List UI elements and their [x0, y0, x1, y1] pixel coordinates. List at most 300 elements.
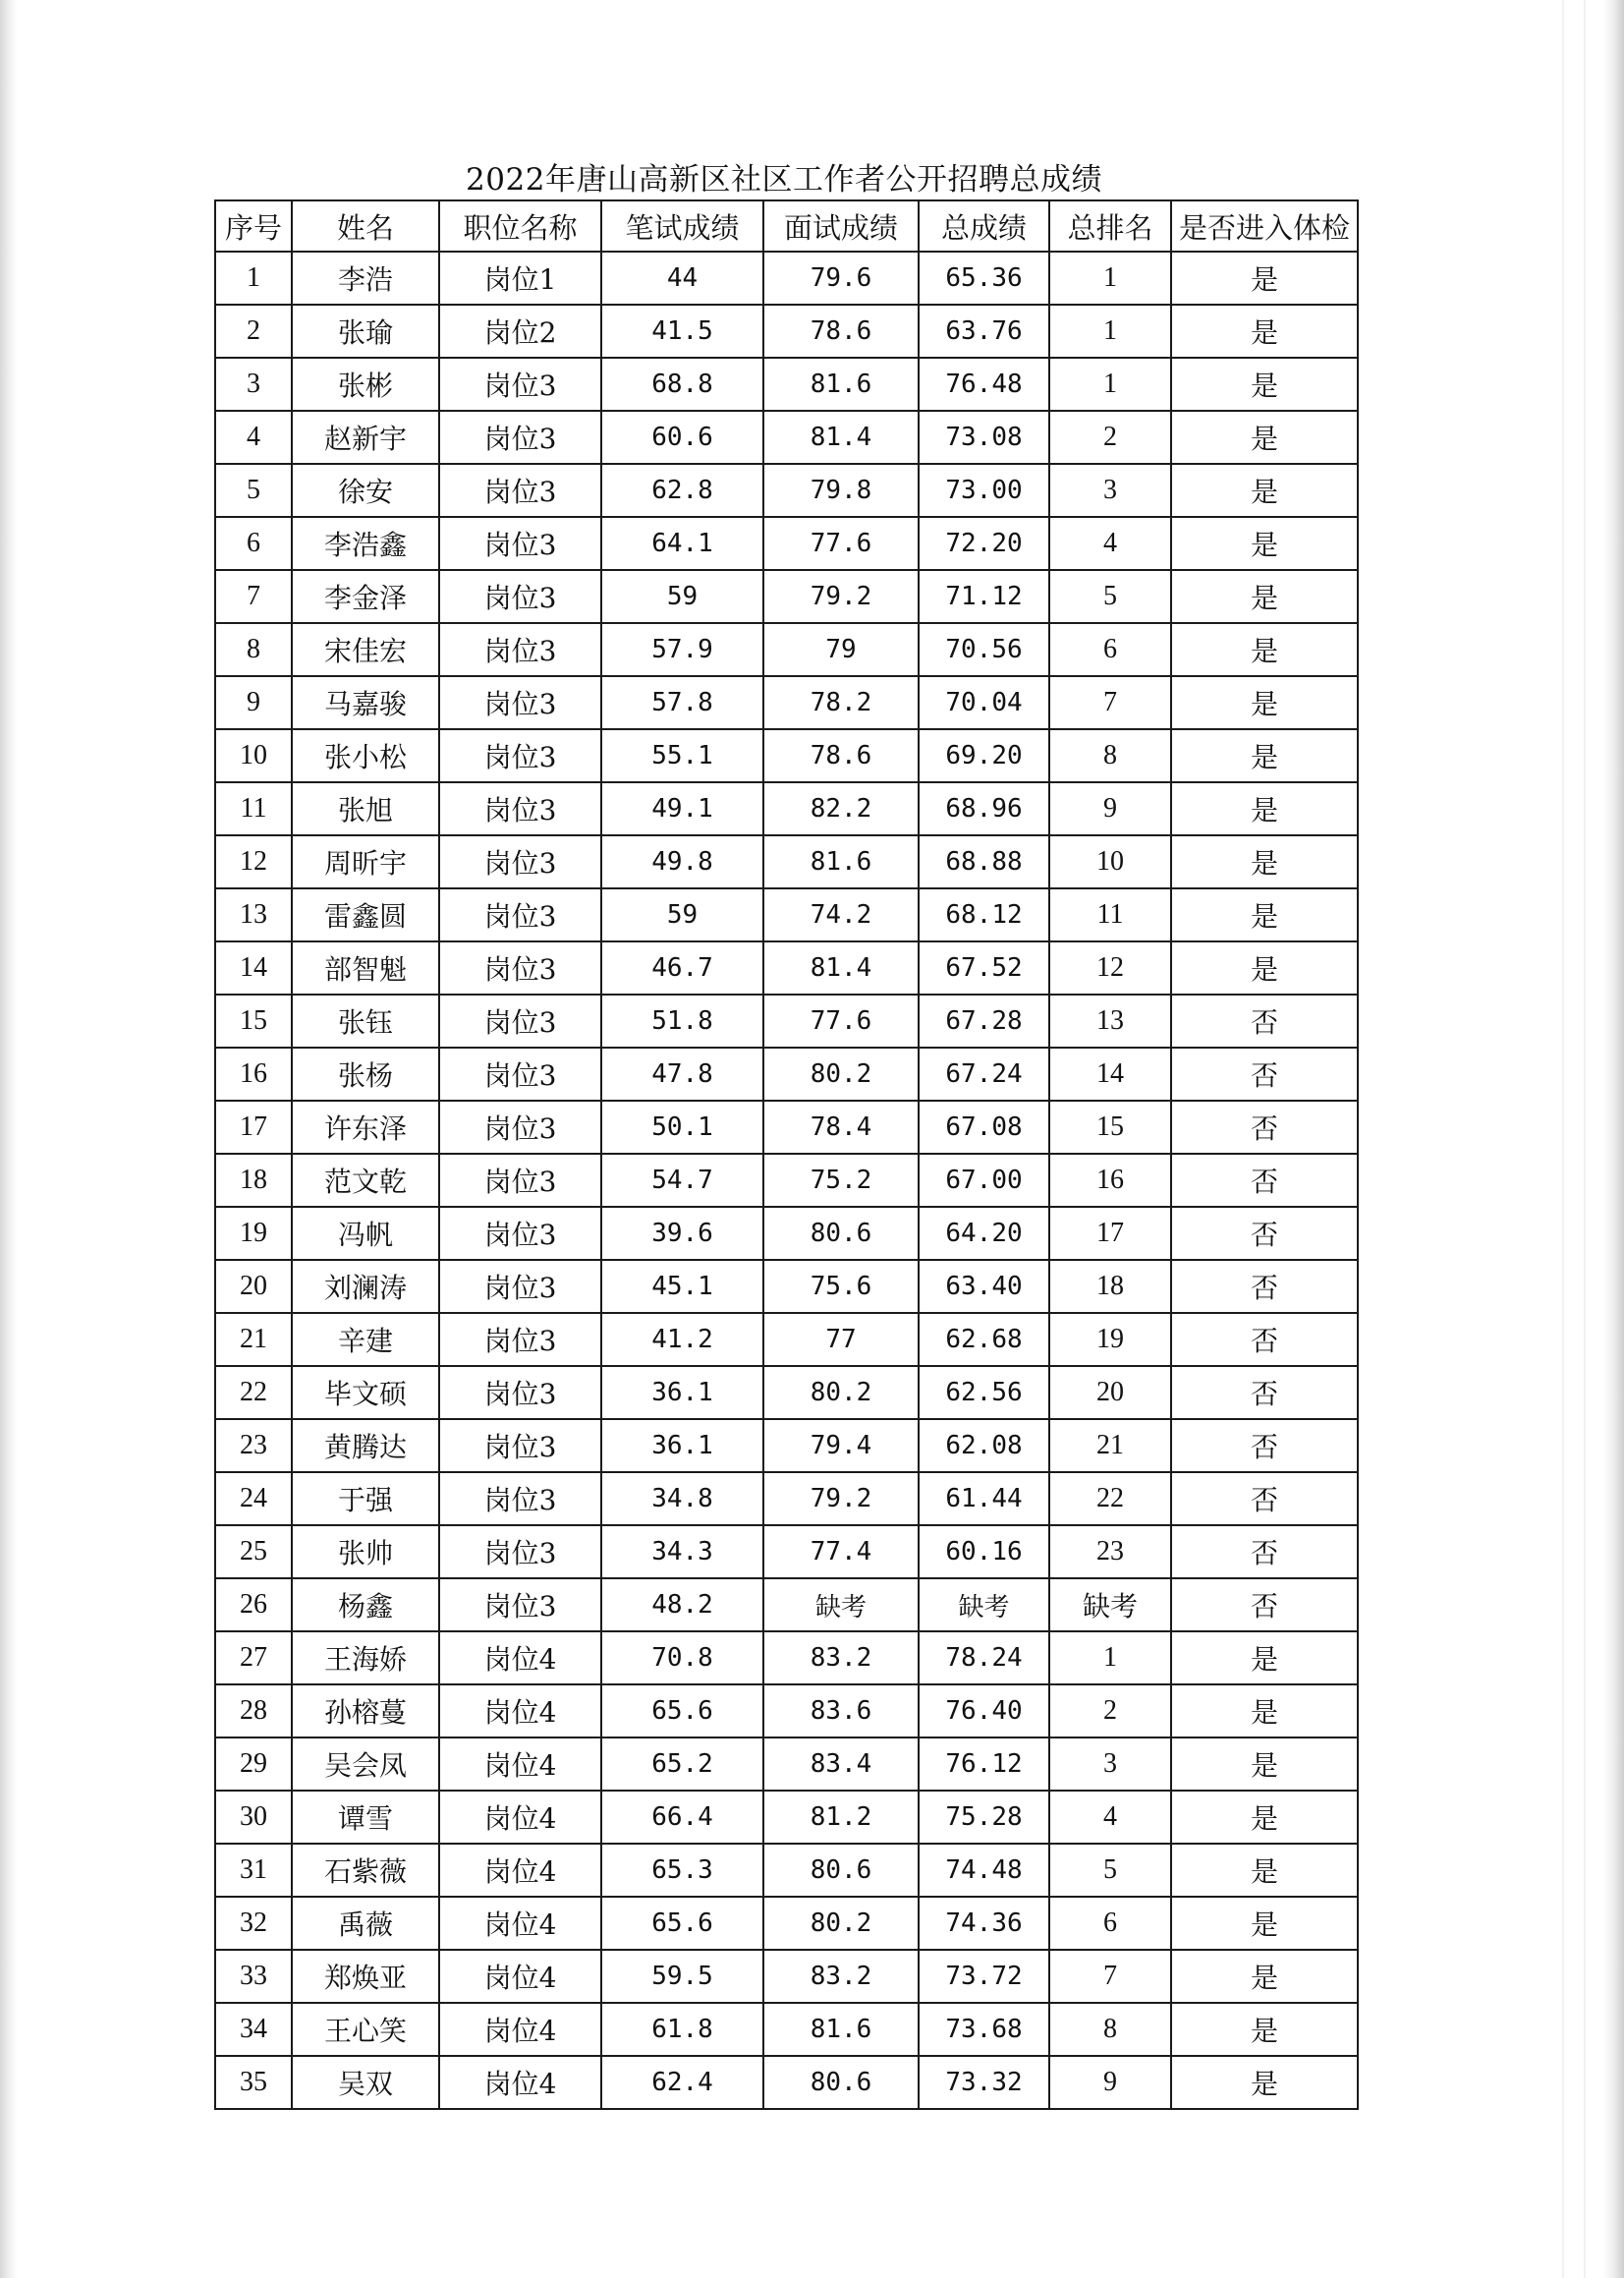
table-row — [215, 1366, 1358, 1419]
cell-written-score: 49.8 — [601, 835, 763, 888]
cell-written-score: 57.8 — [601, 676, 763, 729]
cell-total-score: 76.12 — [919, 1737, 1049, 1791]
cell-written-score: 65.6 — [601, 1897, 763, 1950]
cell-position: 岗位4 — [439, 1631, 601, 1684]
cell-total-score: 73.00 — [919, 464, 1049, 517]
cell-position: 岗位3 — [439, 623, 601, 676]
cell-name: 冯帆 — [292, 1207, 439, 1260]
cell-total-score: 75.28 — [919, 1791, 1049, 1844]
cell-seq: 31 — [215, 1844, 292, 1897]
cell-physical-exam: 是 — [1171, 835, 1358, 888]
table-row — [215, 782, 1358, 835]
cell-seq: 32 — [215, 1897, 292, 1950]
cell-name: 王心笑 — [292, 2003, 439, 2056]
cell-seq: 8 — [215, 623, 292, 676]
cell-rank: 7 — [1049, 676, 1171, 729]
cell-total-score: 62.56 — [919, 1366, 1049, 1419]
cell-interview-score: 81.6 — [763, 2003, 919, 2056]
cell-name: 张帅 — [292, 1525, 439, 1578]
cell-total-score: 68.96 — [919, 782, 1049, 835]
cell-name: 张小松 — [292, 729, 439, 782]
cell-physical-exam: 是 — [1171, 1897, 1358, 1950]
cell-interview-score: 79.6 — [763, 252, 919, 305]
cell-total-score: 73.32 — [919, 2056, 1049, 2109]
cell-seq: 16 — [215, 1048, 292, 1101]
cell-position: 岗位1 — [439, 252, 601, 305]
cell-interview-score: 81.2 — [763, 1791, 919, 1844]
cell-interview-score: 78.6 — [763, 729, 919, 782]
cell-interview-score: 79 — [763, 623, 919, 676]
cell-position: 岗位3 — [439, 411, 601, 464]
cell-seq: 23 — [215, 1419, 292, 1472]
cell-seq: 27 — [215, 1631, 292, 1684]
cell-rank: 9 — [1049, 2056, 1171, 2109]
cell-position: 岗位3 — [439, 1260, 601, 1313]
cell-physical-exam: 是 — [1171, 941, 1358, 995]
cell-seq: 19 — [215, 1207, 292, 1260]
cell-written-score: 62.8 — [601, 464, 763, 517]
table-row — [215, 2056, 1358, 2109]
cell-physical-exam: 是 — [1171, 252, 1358, 305]
cell-written-score: 59 — [601, 570, 763, 623]
cell-position: 岗位3 — [439, 888, 601, 941]
cell-physical-exam: 是 — [1171, 305, 1358, 358]
table-row — [215, 1525, 1358, 1578]
cell-physical-exam: 是 — [1171, 1684, 1358, 1737]
cell-position: 岗位4 — [439, 2056, 601, 2109]
cell-name: 张瑜 — [292, 305, 439, 358]
cell-rank: 9 — [1049, 782, 1171, 835]
cell-physical-exam: 否 — [1171, 995, 1358, 1048]
cell-physical-exam: 否 — [1171, 1101, 1358, 1154]
cell-position: 岗位4 — [439, 1844, 601, 1897]
header-written-score: 笔试成绩 — [601, 200, 763, 252]
cell-rank: 10 — [1049, 835, 1171, 888]
table-row — [215, 517, 1358, 570]
cell-name: 马嘉骏 — [292, 676, 439, 729]
cell-name: 孙榕蔓 — [292, 1684, 439, 1737]
table-row — [215, 1419, 1358, 1472]
cell-seq: 18 — [215, 1154, 292, 1207]
cell-written-score: 34.8 — [601, 1472, 763, 1525]
cell-position: 岗位3 — [439, 1366, 601, 1419]
cell-name: 禹薇 — [292, 1897, 439, 1950]
cell-interview-score: 78.2 — [763, 676, 919, 729]
cell-name: 石紫薇 — [292, 1844, 439, 1897]
cell-rank: 4 — [1049, 517, 1171, 570]
table-row — [215, 464, 1358, 517]
scan-streak — [1562, 0, 1564, 2278]
cell-seq: 34 — [215, 2003, 292, 2056]
cell-interview-score: 80.2 — [763, 1897, 919, 1950]
document-title: 2022年唐山高新区社区工作者公开招聘总成绩 — [466, 162, 1102, 198]
table-row — [215, 835, 1358, 888]
cell-total-score: 63.40 — [919, 1260, 1049, 1313]
cell-position: 岗位3 — [439, 1525, 601, 1578]
table-row — [215, 1207, 1358, 1260]
cell-physical-exam: 否 — [1171, 1313, 1358, 1366]
cell-position: 岗位3 — [439, 835, 601, 888]
cell-written-score: 68.8 — [601, 358, 763, 411]
cell-written-score: 65.2 — [601, 1737, 763, 1791]
cell-physical-exam: 是 — [1171, 358, 1358, 411]
cell-physical-exam: 是 — [1171, 2056, 1358, 2109]
cell-position: 岗位3 — [439, 1578, 601, 1631]
cell-position: 岗位3 — [439, 1048, 601, 1101]
cell-written-score: 49.1 — [601, 782, 763, 835]
cell-rank: 缺考 — [1049, 1578, 1171, 1631]
table-row — [215, 1950, 1358, 2003]
cell-interview-score: 79.2 — [763, 1472, 919, 1525]
table-row — [215, 1844, 1358, 1897]
cell-physical-exam: 是 — [1171, 464, 1358, 517]
table-row — [215, 570, 1358, 623]
cell-name: 杨鑫 — [292, 1578, 439, 1631]
cell-written-score: 66.4 — [601, 1791, 763, 1844]
cell-rank: 23 — [1049, 1525, 1171, 1578]
table-row — [215, 941, 1358, 995]
cell-name: 黄腾达 — [292, 1419, 439, 1472]
cell-name: 部智魁 — [292, 941, 439, 995]
cell-name: 张钰 — [292, 995, 439, 1048]
cell-written-score: 64.1 — [601, 517, 763, 570]
cell-total-score: 73.68 — [919, 2003, 1049, 2056]
cell-interview-score: 79.2 — [763, 570, 919, 623]
cell-written-score: 70.8 — [601, 1631, 763, 1684]
cell-physical-exam: 是 — [1171, 1791, 1358, 1844]
cell-position: 岗位3 — [439, 517, 601, 570]
cell-total-score: 63.76 — [919, 305, 1049, 358]
cell-name: 张杨 — [292, 1048, 439, 1101]
cell-interview-score: 77.4 — [763, 1525, 919, 1578]
cell-physical-exam: 是 — [1171, 517, 1358, 570]
cell-physical-exam: 是 — [1171, 1950, 1358, 2003]
cell-physical-exam: 是 — [1171, 676, 1358, 729]
cell-rank: 12 — [1049, 941, 1171, 995]
header-physical-exam: 是否进入体检 — [1171, 200, 1358, 252]
header-total-score: 总成绩 — [919, 200, 1049, 252]
cell-position: 岗位3 — [439, 1154, 601, 1207]
table-row — [215, 729, 1358, 782]
cell-position: 岗位3 — [439, 1101, 601, 1154]
cell-total-score: 78.24 — [919, 1631, 1049, 1684]
cell-physical-exam: 是 — [1171, 1737, 1358, 1791]
cell-rank: 4 — [1049, 1791, 1171, 1844]
cell-seq: 26 — [215, 1578, 292, 1631]
cell-interview-score: 81.4 — [763, 941, 919, 995]
cell-seq: 7 — [215, 570, 292, 623]
cell-written-score: 48.2 — [601, 1578, 763, 1631]
table-row — [215, 1472, 1358, 1525]
cell-position: 岗位3 — [439, 782, 601, 835]
cell-name: 王海娇 — [292, 1631, 439, 1684]
cell-position: 岗位3 — [439, 995, 601, 1048]
cell-name: 赵新宇 — [292, 411, 439, 464]
cell-total-score: 67.24 — [919, 1048, 1049, 1101]
cell-seq: 9 — [215, 676, 292, 729]
table-row — [215, 1737, 1358, 1791]
cell-rank: 6 — [1049, 623, 1171, 676]
cell-interview-score: 75.2 — [763, 1154, 919, 1207]
cell-total-score: 67.08 — [919, 1101, 1049, 1154]
cell-name: 吴双 — [292, 2056, 439, 2109]
cell-total-score: 64.20 — [919, 1207, 1049, 1260]
cell-seq: 35 — [215, 2056, 292, 2109]
table-row — [215, 1154, 1358, 1207]
cell-total-score: 70.04 — [919, 676, 1049, 729]
cell-written-score: 39.6 — [601, 1207, 763, 1260]
header-interview-score: 面试成绩 — [763, 200, 919, 252]
cell-total-score: 68.88 — [919, 835, 1049, 888]
header-name: 姓名 — [292, 200, 439, 252]
table-row — [215, 1631, 1358, 1684]
header-row — [215, 200, 1358, 252]
cell-seq: 22 — [215, 1366, 292, 1419]
cell-total-score: 67.28 — [919, 995, 1049, 1048]
cell-interview-score: 80.6 — [763, 1207, 919, 1260]
cell-total-score: 68.12 — [919, 888, 1049, 941]
cell-written-score: 61.8 — [601, 2003, 763, 2056]
cell-seq: 24 — [215, 1472, 292, 1525]
cell-written-score: 46.7 — [601, 941, 763, 995]
header-rank: 总排名 — [1049, 200, 1171, 252]
cell-rank: 22 — [1049, 1472, 1171, 1525]
cell-seq: 11 — [215, 782, 292, 835]
cell-position: 岗位3 — [439, 464, 601, 517]
cell-rank: 2 — [1049, 411, 1171, 464]
cell-rank: 15 — [1049, 1101, 1171, 1154]
cell-name: 张彬 — [292, 358, 439, 411]
cell-rank: 16 — [1049, 1154, 1171, 1207]
cell-interview-score: 78.4 — [763, 1101, 919, 1154]
cell-rank: 13 — [1049, 995, 1171, 1048]
cell-seq: 1 — [215, 252, 292, 305]
cell-rank: 18 — [1049, 1260, 1171, 1313]
table-row — [215, 1897, 1358, 1950]
cell-rank: 5 — [1049, 1844, 1171, 1897]
table-row — [215, 1684, 1358, 1737]
cell-total-score: 62.68 — [919, 1313, 1049, 1366]
cell-written-score: 47.8 — [601, 1048, 763, 1101]
cell-interview-score: 78.6 — [763, 305, 919, 358]
table-row — [215, 411, 1358, 464]
cell-total-score: 65.36 — [919, 252, 1049, 305]
cell-total-score: 71.12 — [919, 570, 1049, 623]
cell-written-score: 62.4 — [601, 2056, 763, 2109]
scan-edge-right — [1602, 0, 1624, 2278]
cell-interview-score: 缺考 — [763, 1578, 919, 1631]
cell-name: 范文乾 — [292, 1154, 439, 1207]
cell-name: 辛建 — [292, 1313, 439, 1366]
cell-seq: 10 — [215, 729, 292, 782]
cell-physical-exam: 是 — [1171, 570, 1358, 623]
cell-seq: 14 — [215, 941, 292, 995]
cell-written-score: 54.7 — [601, 1154, 763, 1207]
cell-name: 毕文硕 — [292, 1366, 439, 1419]
cell-rank: 7 — [1049, 1950, 1171, 2003]
cell-total-score: 76.40 — [919, 1684, 1049, 1737]
cell-rank: 19 — [1049, 1313, 1171, 1366]
cell-interview-score: 83.2 — [763, 1631, 919, 1684]
cell-rank: 6 — [1049, 1897, 1171, 1950]
cell-written-score: 41.2 — [601, 1313, 763, 1366]
cell-physical-exam: 是 — [1171, 729, 1358, 782]
cell-physical-exam: 是 — [1171, 623, 1358, 676]
cell-position: 岗位3 — [439, 1419, 601, 1472]
cell-interview-score: 83.4 — [763, 1737, 919, 1791]
table-row — [215, 1313, 1358, 1366]
cell-seq: 30 — [215, 1791, 292, 1844]
cell-total-score: 73.08 — [919, 411, 1049, 464]
cell-seq: 2 — [215, 305, 292, 358]
table-row — [215, 1048, 1358, 1101]
cell-written-score: 60.6 — [601, 411, 763, 464]
score-table-body — [215, 252, 1358, 2109]
cell-position: 岗位3 — [439, 358, 601, 411]
cell-written-score: 36.1 — [601, 1419, 763, 1472]
cell-total-score: 72.20 — [919, 517, 1049, 570]
cell-seq: 13 — [215, 888, 292, 941]
table-row — [215, 252, 1358, 305]
cell-name: 雷鑫圆 — [292, 888, 439, 941]
cell-total-score: 61.44 — [919, 1472, 1049, 1525]
cell-interview-score: 83.6 — [763, 1684, 919, 1737]
table-row — [215, 623, 1358, 676]
cell-name: 许东泽 — [292, 1101, 439, 1154]
cell-interview-score: 81.6 — [763, 358, 919, 411]
cell-rank: 21 — [1049, 1419, 1171, 1472]
cell-written-score: 50.1 — [601, 1101, 763, 1154]
cell-position: 岗位4 — [439, 2003, 601, 2056]
cell-written-score: 65.6 — [601, 1684, 763, 1737]
table-row — [215, 995, 1358, 1048]
header-position: 职位名称 — [439, 200, 601, 252]
cell-physical-exam: 否 — [1171, 1419, 1358, 1472]
cell-seq: 6 — [215, 517, 292, 570]
cell-interview-score: 82.2 — [763, 782, 919, 835]
cell-written-score: 34.3 — [601, 1525, 763, 1578]
cell-rank: 2 — [1049, 1684, 1171, 1737]
cell-rank: 14 — [1049, 1048, 1171, 1101]
cell-total-score: 73.72 — [919, 1950, 1049, 2003]
cell-written-score: 45.1 — [601, 1260, 763, 1313]
cell-physical-exam: 是 — [1171, 888, 1358, 941]
score-table — [214, 199, 1359, 2110]
cell-position: 岗位4 — [439, 1684, 601, 1737]
cell-position: 岗位3 — [439, 1472, 601, 1525]
cell-rank: 8 — [1049, 2003, 1171, 2056]
cell-interview-score: 77 — [763, 1313, 919, 1366]
cell-interview-score: 80.6 — [763, 1844, 919, 1897]
cell-interview-score: 79.8 — [763, 464, 919, 517]
table-row — [215, 1578, 1358, 1631]
cell-seq: 29 — [215, 1737, 292, 1791]
cell-position: 岗位2 — [439, 305, 601, 358]
cell-rank: 20 — [1049, 1366, 1171, 1419]
cell-seq: 12 — [215, 835, 292, 888]
cell-total-score: 67.52 — [919, 941, 1049, 995]
table-row — [215, 2003, 1358, 2056]
cell-rank: 1 — [1049, 252, 1171, 305]
cell-name: 李浩鑫 — [292, 517, 439, 570]
cell-physical-exam: 否 — [1171, 1525, 1358, 1578]
table-row — [215, 305, 1358, 358]
cell-interview-score: 81.6 — [763, 835, 919, 888]
cell-written-score: 57.9 — [601, 623, 763, 676]
cell-rank: 1 — [1049, 305, 1171, 358]
cell-interview-score: 80.2 — [763, 1366, 919, 1419]
cell-physical-exam: 否 — [1171, 1366, 1358, 1419]
cell-total-score: 76.48 — [919, 358, 1049, 411]
cell-total-score: 60.16 — [919, 1525, 1049, 1578]
cell-position: 岗位4 — [439, 1737, 601, 1791]
cell-seq: 21 — [215, 1313, 292, 1366]
cell-physical-exam: 否 — [1171, 1207, 1358, 1260]
cell-position: 岗位3 — [439, 941, 601, 995]
cell-total-score: 缺考 — [919, 1578, 1049, 1631]
cell-interview-score: 77.6 — [763, 995, 919, 1048]
scan-edge-left — [0, 0, 18, 2278]
cell-physical-exam: 否 — [1171, 1472, 1358, 1525]
cell-total-score: 74.36 — [919, 1897, 1049, 1950]
cell-name: 李浩 — [292, 252, 439, 305]
cell-name: 徐安 — [292, 464, 439, 517]
cell-interview-score: 74.2 — [763, 888, 919, 941]
cell-name: 于强 — [292, 1472, 439, 1525]
cell-physical-exam: 否 — [1171, 1260, 1358, 1313]
cell-rank: 3 — [1049, 464, 1171, 517]
cell-seq: 25 — [215, 1525, 292, 1578]
cell-physical-exam: 是 — [1171, 2003, 1358, 2056]
cell-interview-score: 75.6 — [763, 1260, 919, 1313]
cell-total-score: 69.20 — [919, 729, 1049, 782]
cell-written-score: 65.3 — [601, 1844, 763, 1897]
cell-interview-score: 79.4 — [763, 1419, 919, 1472]
cell-position: 岗位3 — [439, 676, 601, 729]
cell-seq: 20 — [215, 1260, 292, 1313]
cell-rank: 1 — [1049, 358, 1171, 411]
cell-written-score: 44 — [601, 252, 763, 305]
cell-seq: 4 — [215, 411, 292, 464]
cell-name: 郑焕亚 — [292, 1950, 439, 2003]
cell-interview-score: 77.6 — [763, 517, 919, 570]
cell-position: 岗位3 — [439, 570, 601, 623]
table-row — [215, 1260, 1358, 1313]
table-row — [215, 888, 1358, 941]
cell-position: 岗位4 — [439, 1950, 601, 2003]
cell-seq: 33 — [215, 1950, 292, 2003]
cell-position: 岗位4 — [439, 1897, 601, 1950]
cell-seq: 28 — [215, 1684, 292, 1737]
cell-physical-exam: 否 — [1171, 1048, 1358, 1101]
cell-position: 岗位3 — [439, 729, 601, 782]
cell-name: 张旭 — [292, 782, 439, 835]
cell-position: 岗位3 — [439, 1313, 601, 1366]
table-row — [215, 1791, 1358, 1844]
cell-name: 宋佳宏 — [292, 623, 439, 676]
cell-interview-score: 80.2 — [763, 1048, 919, 1101]
table-row — [215, 358, 1358, 411]
cell-seq: 15 — [215, 995, 292, 1048]
cell-written-score: 41.5 — [601, 305, 763, 358]
cell-rank: 8 — [1049, 729, 1171, 782]
cell-total-score: 74.48 — [919, 1844, 1049, 1897]
cell-written-score: 59.5 — [601, 1950, 763, 2003]
table-row — [215, 1101, 1358, 1154]
cell-physical-exam: 否 — [1171, 1578, 1358, 1631]
header-seq: 序号 — [215, 200, 292, 252]
cell-rank: 1 — [1049, 1631, 1171, 1684]
